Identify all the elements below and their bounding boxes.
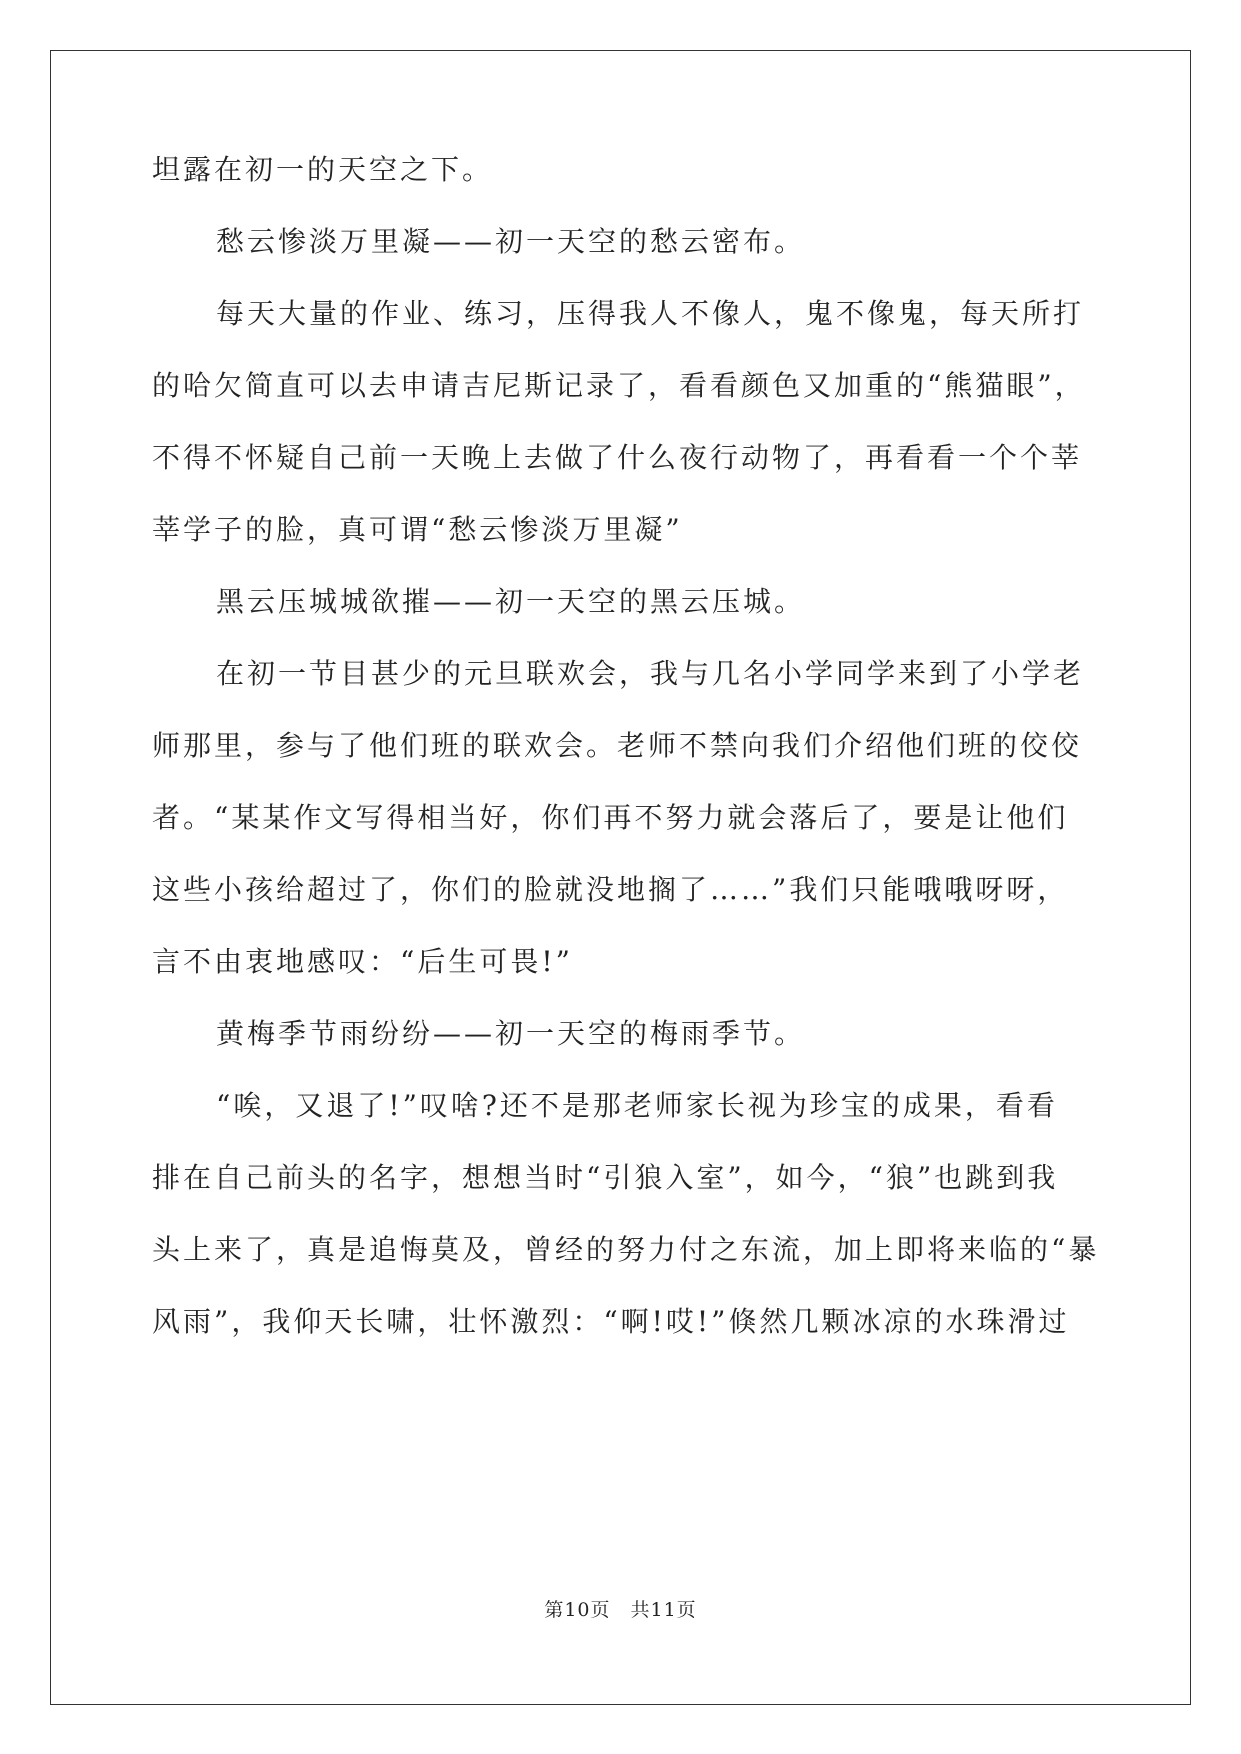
text-line: 师那里，参与了他们班的联欢会。老师不禁向我们介绍他们班的佼佼 [152, 729, 1083, 762]
text-line: 愁云惨淡万里凝——初一天空的愁云密布。 [216, 225, 806, 258]
text-line: 的哈欠简直可以去申请吉尼斯记录了，看看颜色又加重的“熊猫眼”， [152, 369, 1086, 402]
text-line: 头上来了，真是追悔莫及，曾经的努力付之东流，加上即将来临的“暴 [152, 1233, 1100, 1266]
text-line: 言不由衷地感叹：“后生可畏!” [152, 945, 573, 978]
page-number: 第10页 共11页 [544, 1599, 697, 1621]
text-line: 黑云压城城欲摧——初一天空的黑云压城。 [216, 585, 806, 618]
text-line: 风雨”，我仰天长啸，壮怀激烈：“啊!哎!”倏然几颗冰凉的水珠滑过 [152, 1305, 1070, 1338]
text-line: 坦露在初一的天空之下。 [152, 153, 494, 186]
text-line: 排在自己前头的名字，想想当时“引狼入室”，如今，“狼”也跳到我 [152, 1161, 1059, 1194]
text-line: 不得不怀疑自己前一天晚上去做了什么夜行动物了，再看看一个个莘 [152, 441, 1083, 474]
text-line: 在初一节目甚少的元旦联欢会，我与几名小学同学来到了小学老 [216, 657, 1085, 690]
text-line: 这些小孩给超过了，你们的脸就没地搁了……”我们只能哦哦呀呀， [152, 873, 1069, 906]
text-line: 者。“某某作文写得相当好，你们再不努力就会落后了，要是让他们 [152, 801, 1069, 834]
text-line: 莘学子的脸，真可谓“愁云惨淡万里凝” [152, 513, 683, 546]
text-line: “唉，又退了!”叹啥?还不是那老师家长视为珍宝的成果，看看 [216, 1089, 1058, 1122]
text-line: 黄梅季节雨纷纷——初一天空的梅雨季节。 [216, 1017, 806, 1050]
text-line: 每天大量的作业、练习，压得我人不像人，鬼不像鬼，每天所打 [216, 297, 1085, 330]
